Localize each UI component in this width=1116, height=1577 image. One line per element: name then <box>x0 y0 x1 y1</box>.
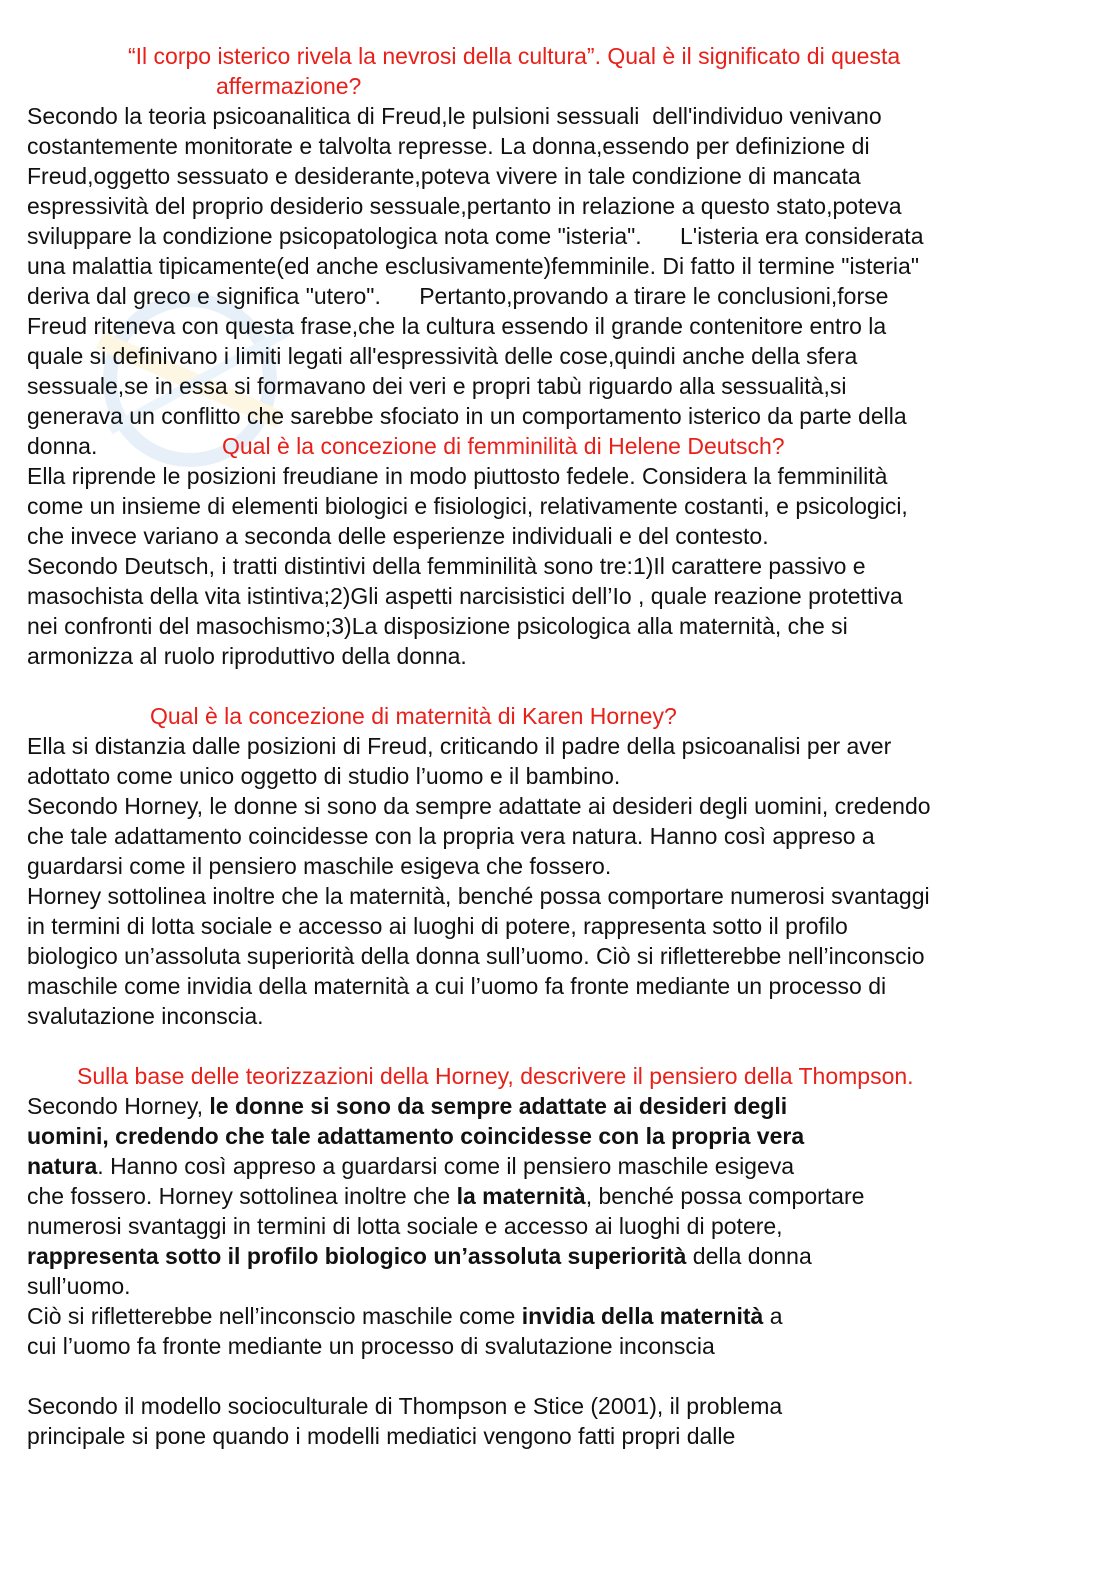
answer-4-bold: natura <box>27 1153 98 1179</box>
answer-4-bold: la maternità <box>456 1183 586 1209</box>
answer-4-bold: rappresenta sotto il profilo biologico un’assoluta superiorità <box>27 1243 687 1269</box>
answer-4-line <box>27 1301 783 1331</box>
answer-2-line: Ella riprende le posizioni freudiane in modo piuttosto fedele. Considera la femminilità <box>27 463 888 489</box>
answer-1-line: sviluppare la condizione psicopatologica nota come "isteria". L'isteria era considerata <box>27 223 924 249</box>
answer-3-line: biologico un’assoluta superiorità della donna sull’uomo. Ciò si rifletterebbe nell’inconscio <box>27 943 925 969</box>
answer-3-line: Ella si distanzia dalle posizioni di Freud, criticando il padre della psicoanalisi per aver <box>27 733 892 759</box>
answer-1-line: costantemente monitorate e talvolta represse. La donna,essendo per definizione di <box>27 133 870 159</box>
question-1-line-2: affermazione? <box>216 73 362 99</box>
answer-4-text: della donna <box>686 1243 812 1269</box>
question-2: Qual è la concezione di femminilità di Helene Deutsch? <box>222 433 785 459</box>
answer-2-line: armonizza al ruolo riproduttivo della donna. <box>27 643 467 669</box>
question-1-line-1: “Il corpo isterico rivela la nevrosi della cultura”. Qual è il significato di questa <box>128 43 901 69</box>
answer-4-text: che fossero. Horney sottolinea inoltre che <box>27 1183 457 1209</box>
answer-1-line: Secondo la teoria psicoanalitica di Freud,le pulsioni sessuali dell'individuo venivano <box>27 103 882 129</box>
answer-1-line: espressività del proprio desiderio sessuale,pertanto in relazione a questo stato,poteva <box>27 193 902 219</box>
question-3: Qual è la concezione di maternità di Karen Horney? <box>150 703 677 729</box>
answer-2-line: nei confronti del masochismo;3)La disposizione psicologica alla maternità, che si <box>27 613 848 639</box>
answer-4-line: Secondo il modello socioculturale di Thompson e Stice (2001), il problema <box>27 1393 783 1419</box>
answer-4-line <box>27 1091 787 1121</box>
answer-1-line: Freud,oggetto sessuato e desiderante,poteva vivere in tale condizione di mancata <box>27 163 861 189</box>
answer-1-line: deriva dal greco e significa "utero". Pertanto,provando a tirare le conclusioni,forse <box>27 283 889 309</box>
answer-1-line: sessuale,se in essa si formavano dei veri e propri tabù riguardo alla sessualità,si <box>27 373 847 399</box>
answer-4-line <box>27 1241 812 1271</box>
answer-3-line: maschile come invidia della maternità a cui l’uomo fa fronte mediante un processo di <box>27 973 887 999</box>
answer-1-line: Freud riteneva con questa frase,che la cultura essendo il grande contenitore entro la <box>27 313 887 339</box>
answer-4-text: Ciò si rifletterebbe nell’inconscio maschile come <box>27 1303 522 1329</box>
answer-4-bold: invidia della maternità <box>521 1303 764 1329</box>
answer-4-text: . Hanno così appreso a guardarsi come il pensiero maschile esigeva <box>97 1153 795 1179</box>
answer-4-line: sull’uomo. <box>27 1273 131 1299</box>
answer-4-line: cui l’uomo fa fronte mediante un processo di svalutazione inconscia <box>27 1333 715 1359</box>
answer-1-last-word: donna. <box>27 433 98 459</box>
answer-4-text: , benché possa comportare <box>585 1183 865 1209</box>
answer-4-line <box>27 1151 794 1181</box>
answer-2-line: come un insieme di elementi biologici e fisiologici, relativamente costanti, e psicologici, <box>27 493 908 519</box>
answer-4-bold: le donne si sono da sempre adattate ai desideri degli <box>209 1093 788 1119</box>
answer-4-bold: uomini, credendo che tale adattamento coincidesse con la propria vera <box>27 1123 805 1149</box>
answer-3-line: in termini di lotta sociale e accesso ai luoghi di potere, rappresenta sotto il profilo <box>27 913 848 939</box>
answer-3-line: svalutazione inconscia. <box>27 1003 264 1029</box>
answer-3-line: guardarsi come il pensiero maschile esigeva che fossero. <box>27 853 612 879</box>
answer-2-line: che invece variano a seconda delle esperienze individuali e del contesto. <box>27 523 769 549</box>
answer-4-line <box>27 1121 804 1151</box>
answer-4-line: numerosi svantaggi in termini di lotta sociale e accesso ai luoghi di potere, <box>27 1213 783 1239</box>
answer-4-text: Secondo Horney, <box>27 1093 210 1119</box>
answer-3-line: che tale adattamento coincidesse con la propria vera natura. Hanno così appreso a <box>27 823 875 849</box>
question-4: Sulla base delle teorizzazioni della Horney, descrivere il pensiero della Thompson. <box>77 1063 914 1089</box>
answer-2-line: masochista della vita istintiva;2)Gli aspetti narcisistici dell’Io , quale reazione protettiva <box>27 583 903 609</box>
answer-1-line: una malattia tipicamente(ed anche esclusivamente)femminile. Di fatto il termine "isteria" <box>27 253 919 279</box>
answer-1-line: generava un conflitto che sarebbe sfociato in un comportamento isterico da parte della <box>27 403 907 429</box>
answer-2-line: Secondo Deutsch, i tratti distintivi della femminilità sono tre:1)Il carattere passivo e <box>27 553 866 579</box>
answer-3-line: adottato come unico oggetto di studio l’uomo e il bambino. <box>27 763 621 789</box>
answer-3-line: Horney sottolinea inoltre che la maternità, benché possa comportare numerosi svantaggi <box>27 883 930 909</box>
answer-3-line: Secondo Horney, le donne si sono da sempre adattate ai desideri degli uomini, credendo <box>27 793 931 819</box>
answer-4-line: principale si pone quando i modelli mediatici vengono fatti propri dalle <box>27 1423 736 1449</box>
answer-4-text: a <box>763 1303 783 1329</box>
answer-1-line: quale si definivano i limiti legati all'espressività delle cose,quindi anche della sfera <box>27 343 858 369</box>
answer-4-line <box>27 1181 864 1211</box>
